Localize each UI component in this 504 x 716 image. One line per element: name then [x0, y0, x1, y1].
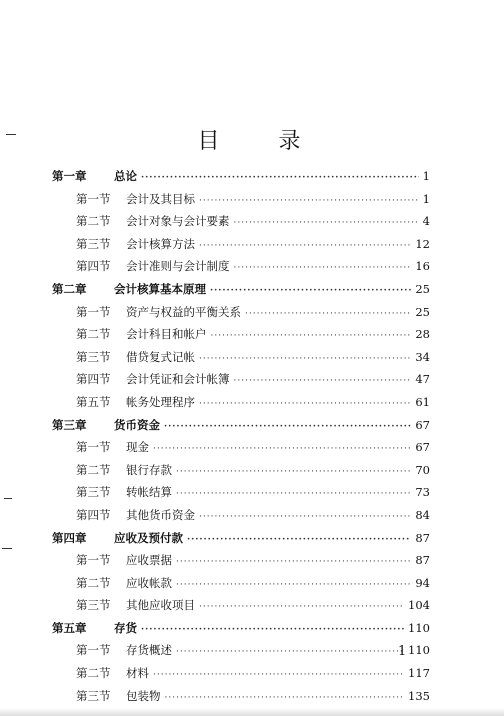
toc-section-row[interactable] [52, 462, 430, 485]
toc-entry-title: 帐务处理程序 [126, 394, 195, 409]
toc-entry-number: 第三节 [76, 236, 111, 251]
toc-entry-title: 材料 [126, 666, 149, 681]
toc-entry-title: 资产与权益的平衡关系 [126, 304, 241, 319]
toc-entry-number: 第三章 [52, 417, 87, 432]
toc-entry-page: 12 [415, 236, 430, 251]
toc-entry-page: 67 [415, 440, 430, 455]
toc-chapter-row[interactable] [52, 530, 430, 553]
toc-entry-number: 第四章 [52, 530, 87, 545]
toc-chapter-row[interactable] [52, 620, 430, 643]
toc-entry-title: 应收票据 [126, 553, 172, 568]
toc-entry-number: 第一章 [52, 169, 87, 183]
toc-entry-page: 87 [415, 553, 430, 568]
toc-entry-page: 73 [415, 485, 430, 500]
toc-section-row[interactable] [52, 191, 430, 214]
toc-entry-title: 会计凭证和会计帐簿 [126, 372, 230, 387]
dot-leader [199, 354, 411, 364]
dot-leader [245, 309, 411, 319]
page-bottom-edge [0, 708, 504, 716]
dot-leader [153, 444, 411, 454]
dot-leader [176, 467, 411, 477]
scan-mark [4, 498, 12, 499]
toc-entry-page: 4 [422, 214, 430, 229]
toc-section-row[interactable] [52, 213, 430, 236]
dot-leader [234, 218, 419, 228]
toc-entry-page: 25 [415, 304, 430, 319]
toc-entry-number: 第四节 [76, 507, 111, 522]
toc-entry-title: 其他货币资金 [126, 507, 195, 522]
toc-entry-number: 第三节 [76, 485, 111, 500]
toc-entry-number: 第三节 [76, 598, 111, 613]
toc-entry-number: 第二节 [76, 327, 111, 342]
dot-leader [176, 489, 411, 499]
toc-section-row[interactable] [52, 642, 430, 665]
toc-entry-number: 第二节 [76, 462, 111, 477]
dot-leader [153, 670, 404, 680]
toc-section-row[interactable] [52, 484, 430, 507]
dot-leader [199, 512, 411, 522]
toc-section-row[interactable] [52, 439, 430, 462]
toc-entry-title: 总论 [114, 169, 137, 183]
toc-entry-page: 47 [415, 372, 430, 387]
toc-entry-page: 25 [415, 281, 430, 296]
toc-entry-title: 包装物 [126, 688, 161, 703]
toc-entry-title: 借贷复式记帐 [126, 349, 195, 364]
toc-entry-page: 104 [408, 598, 430, 613]
toc-entry-number: 第二节 [76, 575, 111, 590]
toc-entry-title: 其他应收项目 [126, 598, 195, 613]
toc-entry-title: 会计对象与会计要素 [126, 214, 230, 229]
toc-entry-number: 第四节 [76, 372, 111, 387]
toc-entry-number: 第一节 [76, 304, 111, 319]
toc-entry-title: 存货 [114, 620, 137, 635]
toc-entry-page: 67 [415, 417, 430, 432]
dot-leader [199, 399, 411, 409]
toc-entry-page: 1 [422, 191, 430, 206]
toc-entry-number: 第一节 [76, 440, 111, 455]
toc-entry-page: 110 [408, 620, 430, 635]
dot-leader [199, 196, 419, 206]
dot-leader [176, 580, 411, 590]
toc-section-row[interactable] [52, 507, 430, 530]
toc-entry-page: 94 [415, 575, 430, 590]
toc-entry-title: 现金 [126, 440, 149, 455]
toc-entry-page: 1 [422, 169, 430, 183]
dot-leader [176, 557, 411, 567]
toc-entry-number: 第二章 [52, 281, 87, 296]
toc-section-row[interactable] [52, 371, 430, 394]
toc-section-row[interactable] [52, 688, 430, 711]
toc-chapter-row[interactable] [52, 281, 430, 304]
toc-entry-title: 存货概述 [126, 643, 172, 658]
toc-entry-number: 第二节 [76, 666, 111, 681]
toc-entry-page: 84 [415, 507, 430, 522]
dot-leader [234, 376, 412, 386]
toc-entry-page: 117 [408, 666, 430, 681]
toc-entry-number: 第一节 [76, 643, 111, 658]
toc-section-row[interactable] [52, 575, 430, 598]
dot-leader [141, 625, 404, 635]
toc-entry-number: 第一节 [76, 191, 111, 206]
dot-leader [164, 422, 411, 432]
toc-section-row[interactable] [52, 258, 430, 281]
dot-leader [141, 173, 419, 183]
toc-section-row[interactable] [52, 394, 430, 417]
toc-entry-number: 第四节 [76, 259, 111, 274]
toc-entry-number: 第五节 [76, 394, 111, 409]
toc-entry-number: 第二节 [76, 214, 111, 229]
toc-entry-page: 135 [408, 688, 430, 703]
toc-section-row[interactable] [52, 236, 430, 259]
toc-chapter-row[interactable] [52, 417, 430, 440]
toc-chapter-row[interactable] [52, 168, 430, 191]
toc-section-row[interactable] [52, 304, 430, 327]
toc-section-row[interactable] [52, 326, 430, 349]
toc-entry-page: 16 [415, 259, 430, 274]
dot-leader [176, 647, 404, 657]
toc-entry-title: 会计准则与会计制度 [126, 259, 230, 274]
toc-entry-title: 应收帐款 [126, 575, 172, 590]
toc-section-row[interactable] [52, 349, 430, 372]
toc-entry-number: 第五章 [52, 620, 87, 635]
toc-section-row[interactable] [52, 597, 430, 620]
page-number: 1 [398, 644, 407, 659]
scan-mark [2, 548, 12, 549]
toc-section-row[interactable] [52, 665, 430, 688]
toc-entry-page: 28 [415, 327, 430, 342]
toc-entry-page: 110 [408, 643, 430, 658]
dot-leader [199, 241, 411, 251]
toc-entry-title: 会计核算方法 [126, 236, 195, 251]
toc-title: 目 录 [197, 129, 327, 154]
toc-entry-title: 会计及其目标 [126, 191, 195, 206]
toc-entry-title: 转帐结算 [126, 485, 172, 500]
toc-entry-title: 会计核算基本原理 [114, 281, 206, 296]
dot-leader [210, 286, 411, 296]
dot-leader [199, 602, 404, 612]
dot-leader [234, 263, 412, 273]
toc-entry-number: 第一节 [76, 553, 111, 568]
toc-entry-title: 会计科目和帐户 [126, 327, 207, 342]
toc-entry-number: 第三节 [76, 688, 111, 703]
toc-entry-title: 应收及预付款 [114, 530, 183, 545]
toc-entry-title: 银行存款 [126, 462, 172, 477]
toc-entry-page: 61 [415, 394, 430, 409]
toc-entry-page: 34 [415, 349, 430, 364]
toc-entry-title: 货币资金 [114, 417, 160, 432]
dot-leader [165, 693, 405, 703]
toc-entry-number: 第三节 [76, 349, 111, 364]
toc-entry-page: 70 [415, 462, 430, 477]
dot-leader [187, 535, 411, 545]
toc-entry-page: 87 [415, 530, 430, 545]
toc-section-row[interactable] [52, 552, 430, 575]
dot-leader [211, 331, 412, 341]
table-of-contents [52, 168, 430, 710]
